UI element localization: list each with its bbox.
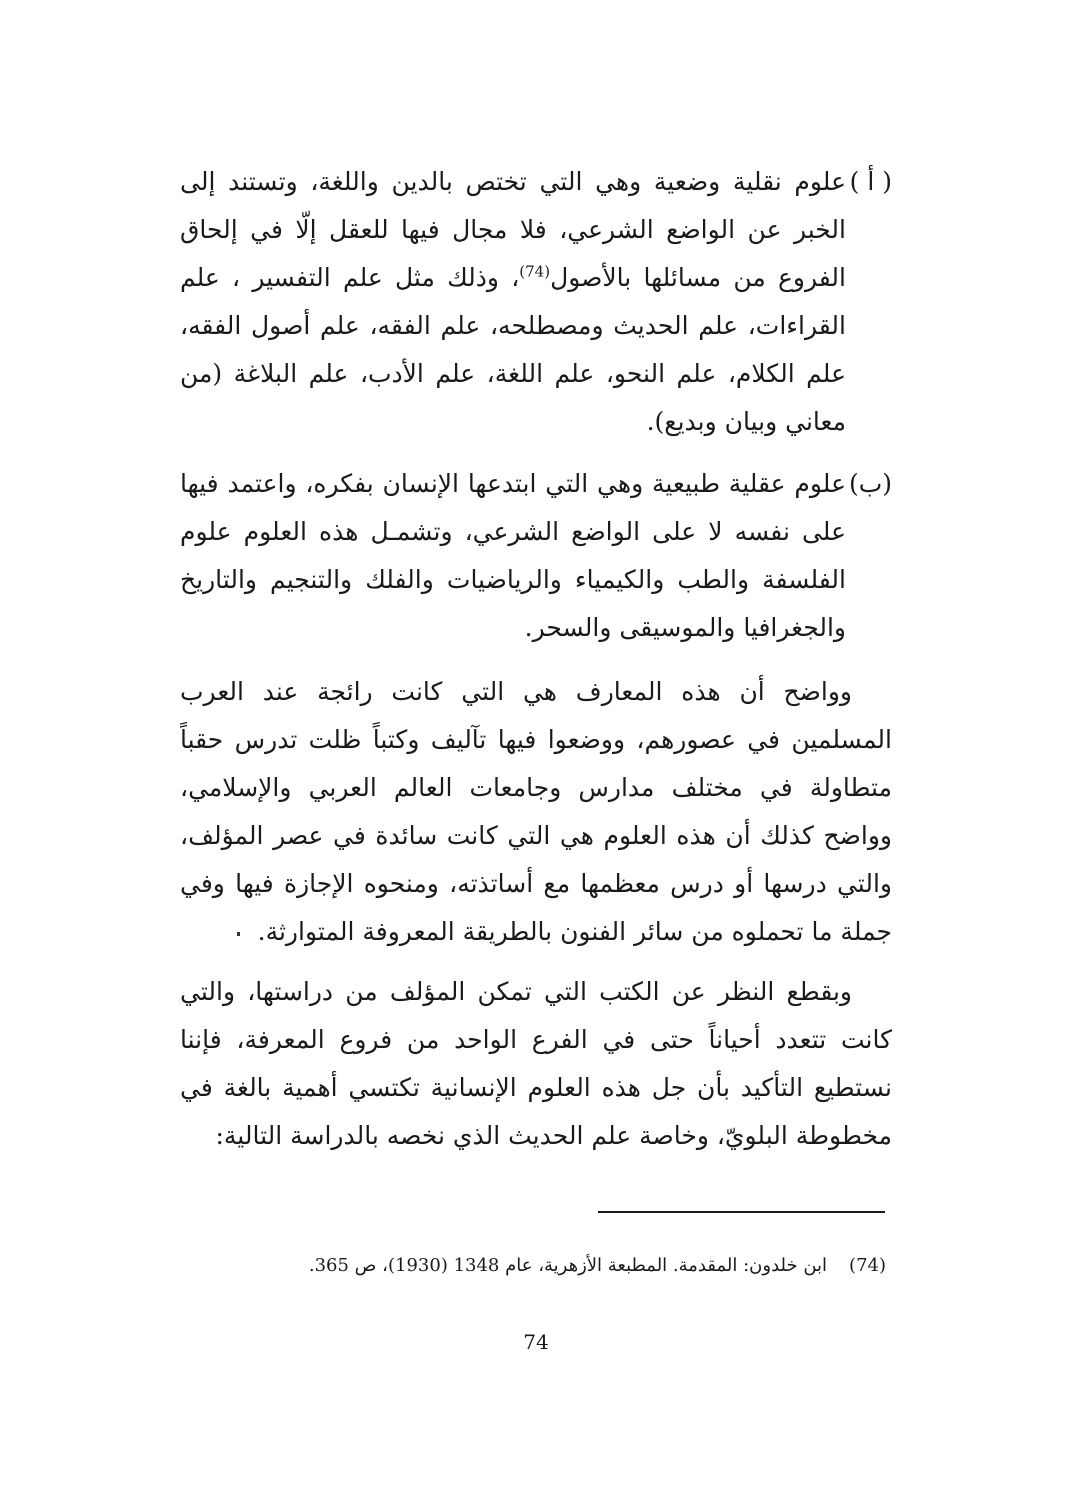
item-b-label: (ب) [848,469,892,498]
scan-speck [237,932,240,936]
footnote-text: ابن خلدون: المقدمة. المطبعة الأزهرية، عام 1348 (1930)، ص 365. [308,1255,828,1276]
footnote-divider [598,1211,885,1213]
footnote-number: (74) [849,1255,886,1276]
item-a-text [180,158,846,446]
body-paragraph-1: وواضح أن هذه المعارف هي التي كانت رائجة عند العرب المسلمين في عصورهم، ووضعوا فيها تآليف وكتباً ظلت تدرس حقباً متطاولة في مختلف مدارس وجامعات العالم العربي والإسلامي، وواضح كذلك أن هذه العلوم هي التي كانت سائدة في عصر المؤلف، والتي درسها أو درس معظمها مع أساتذته، ومنحوه الإجازة فيها وفي جملة ما تحملوه من سائر الفنون بالطريقة المعروفة المتوارثة. [180,677,892,946]
item-a-text-end: ، وذلك مثل علم التفسير ، علم القراءات، علم الحديث ومصطلحه، علم الفقه، علم أصول الفقه، علم الكلام، علم النحو، علم اللغة، علم الأدب، علم البلاغة (من معاني وبيان وبديع). [180,263,846,436]
item-a-label: ( أ ) [849,167,892,196]
footnote [186,1252,886,1280]
item-b-text: علوم عقلية طبيعية وهي التي ابتدعها الإنسان بفكره، واعتمد فيها على نفسه لا على الواضع الشرعي، وتشمـل هذه العلوم علوم الفلسفة والطب والكيمياء والرياضيات والفلك والتنجيم والتاريخ والجغرافيا والموسيقى والسحر. [180,469,846,642]
list-item-b [180,460,892,652]
body-paragraph-2: وبقطع النظر عن الكتب التي تمكن المؤلف من دراستها، والتي كانت تتعدد أحياناً حتى في الفرع الواحد من فروع المعرفة، فإننا نستطيع التأكيد بأن جل هذه العلوم الإنسانية تكتسي أهمية بالغة في مخطوطة البلويّ، وخاصة علم الحديث الذي نخصه بالدراسة التالية: [180,977,892,1150]
item-a-text-start: علوم نقلية وضعية وهي التي تختص بالدين واللغة، وتستند إلى الخبر عن الواضع الشرعي، فلا مجال فيها للعقل إلّا في إلحاق الفروع من مسائلها بالأصول [180,167,846,292]
footnote-reference[interactable]: (74) [519,262,551,281]
page-number: 74 [523,1330,549,1354]
list-item-a [180,158,892,446]
